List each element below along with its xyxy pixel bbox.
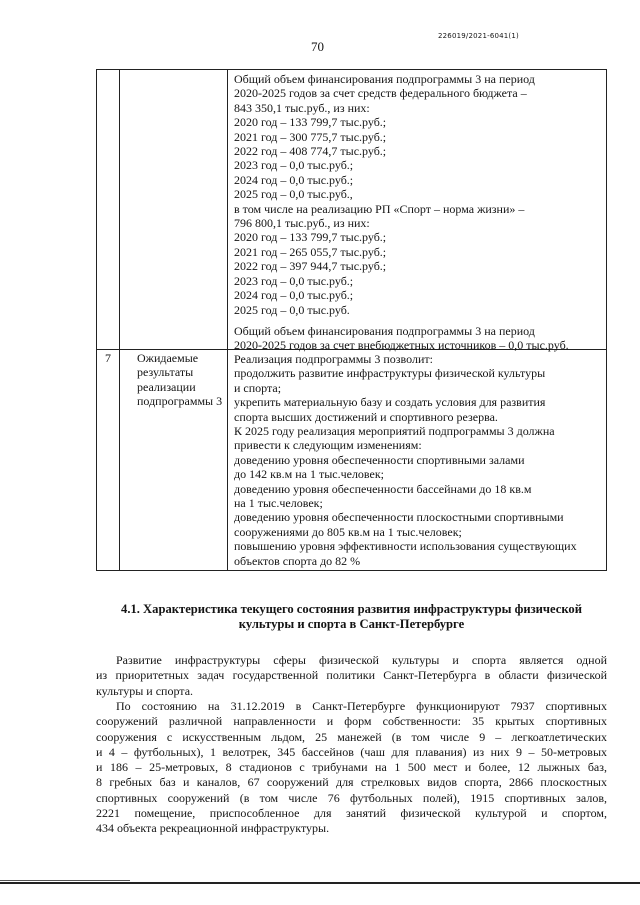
cell-row-label [120,350,228,571]
results-line: на 1 тыс.человек; [234,496,323,511]
funding-line: 2022 год – 397 944,7 тыс.руб.; [234,259,387,274]
funding-line: 2021 год – 300 775,7 тыс.руб.; [234,129,387,144]
row-label-line: результаты [137,365,194,380]
document-id: 226019/2021-6041(1) [438,32,519,40]
cell-number-empty [97,70,120,350]
row-label-line: реализации [137,379,196,394]
program-passport-table [96,70,607,571]
cell-row-number [97,350,120,571]
results-line: объектов спорта до 82 % [234,553,361,568]
results-line: сооружениями до 805 кв.м на 1 тыс.человек; [234,524,462,539]
table-row-funding [97,70,607,350]
funding-line: 2025 год – 0,0 тыс.руб., [234,187,353,202]
results-line: доведению уровня обеспеченности бассейнами до 18 кв.м [234,481,532,496]
results-line: спорта высших достижений и спортивного резерва. [234,409,498,424]
funding-line: 2025 год – 0,0 тыс.руб. [234,302,350,317]
funding-line: 2023 год – 0,0 тыс.руб.; [234,158,354,173]
funding-line: 2020 год – 133 799,7 тыс.руб.; [234,230,387,245]
funding-line: 2022 год – 408 774,7 тыс.руб.; [234,144,387,159]
funding-line: 2023 год – 0,0 тыс.руб.; [234,273,354,288]
funding-line: Общий объем финансирования подпрограммы 3 на период [234,323,535,338]
results-line: повышению уровня эффективности использования существующих [234,539,577,554]
results-line: доведению уровня обеспеченности спортивными залами [234,452,525,467]
funding-line: 2024 год – 0,0 тыс.руб.; [234,172,354,187]
cell-label-empty [120,70,228,350]
paragraph-line: сооружений различной направленности и форм собственности: 35 крытых спортивных [96,714,607,729]
page-edge-line [0,880,130,881]
funding-line: в том числе на реализацию РП «Спорт – норма жизни» – [234,201,525,216]
section-heading [96,602,607,632]
paragraph-line: культуры и спорта. [96,683,194,698]
page-bottom-edge [0,882,640,884]
table-row-results [97,350,607,571]
paragraph-2 [96,699,607,837]
funding-line: 2021 год – 265 055,7 тыс.руб.; [234,244,387,259]
row-label-line: подпрограммы 3 [137,394,223,409]
paragraph-line: из приоритетных задач государственной политики Санкт-Петербурга в области физической [96,668,607,683]
results-line: и спорта; [234,380,282,395]
results-line: привести к следующим изменениям: [234,438,422,453]
paragraph-line: 434 объекта рекреационной инфраструктуры. [96,821,330,836]
funding-line: 2024 год – 0,0 тыс.руб.; [234,288,354,303]
paragraph-line: По состоянию на 31.12.2019 в Санкт-Петербурге функционируют 7937 спортивных [116,699,607,713]
paragraph-line: 8 гребных баз и каналов, 67 сооружений для стрелковых видов спорта, 2866 плоскостных [96,775,607,790]
paragraph-1 [96,653,607,699]
results-line: продолжить развитие инфраструктуры физической культуры [234,366,546,381]
funding-line: 796 800,1 тыс.руб., из них: [234,216,370,231]
row-label-line: Ожидаемые [137,351,199,365]
funding-line: 2020-2025 годов за счет внебюджетных источников – 0,0 тыс.руб. [234,338,569,353]
funding-line: 2020-2025 годов за счет средств федерального бюджета – [234,86,527,101]
section-heading-line: культуры и спорта в Санкт-Петербурге [238,617,465,631]
cell-results [228,350,607,571]
paragraph-line: спортивных сооружений (в том числе 76 футбольных полей), 1915 спортивных залов, [96,790,607,805]
funding-line: 2020 год – 133 799,7 тыс.руб.; [234,115,387,130]
results-line: до 142 кв.м на 1 тыс.человек; [234,467,385,482]
results-line: доведению уровня обеспеченности плоскостными спортивными [234,510,564,525]
row-number: 7 [105,351,111,365]
results-line: Реализация подпрограммы 3 позволит: [234,352,433,366]
paragraph-line: 2221 помещение, приспособленное для занятий физической культурой и спортом, [96,806,607,821]
funding-line: Общий объем финансирования подпрограммы 3 на период [234,72,535,86]
paragraph-line: сооружения с искусственным льдом, 25 манежей (в том числе 9 – легкоатлетических [96,729,607,744]
results-line: укрепить материальную базу и создать условия для развития [234,395,546,410]
section-heading-line: 4.1. Характеристика текущего состояния развития инфраструктуры физической [121,602,582,616]
funding-line: 843 350,1 тыс.руб., из них: [234,100,370,115]
page-number: 70 [311,39,324,54]
paragraph-line: и 4 – футбольных), 1 велотрек, 345 бассейнов (чаш для плавания) из них 9 – 50-метровых [96,744,607,759]
paragraph-line: Развитие инфраструктуры сферы физической культуры и спорта является одной [116,653,607,667]
results-line: К 2025 году реализация мероприятий подпрограммы 3 должна [234,424,555,439]
paragraph-line: и 186 – 25-метровых, 8 стадионов с трибунами на 1 500 мест и более, 12 лыжных баз, [96,760,607,775]
cell-funding [228,70,607,353]
